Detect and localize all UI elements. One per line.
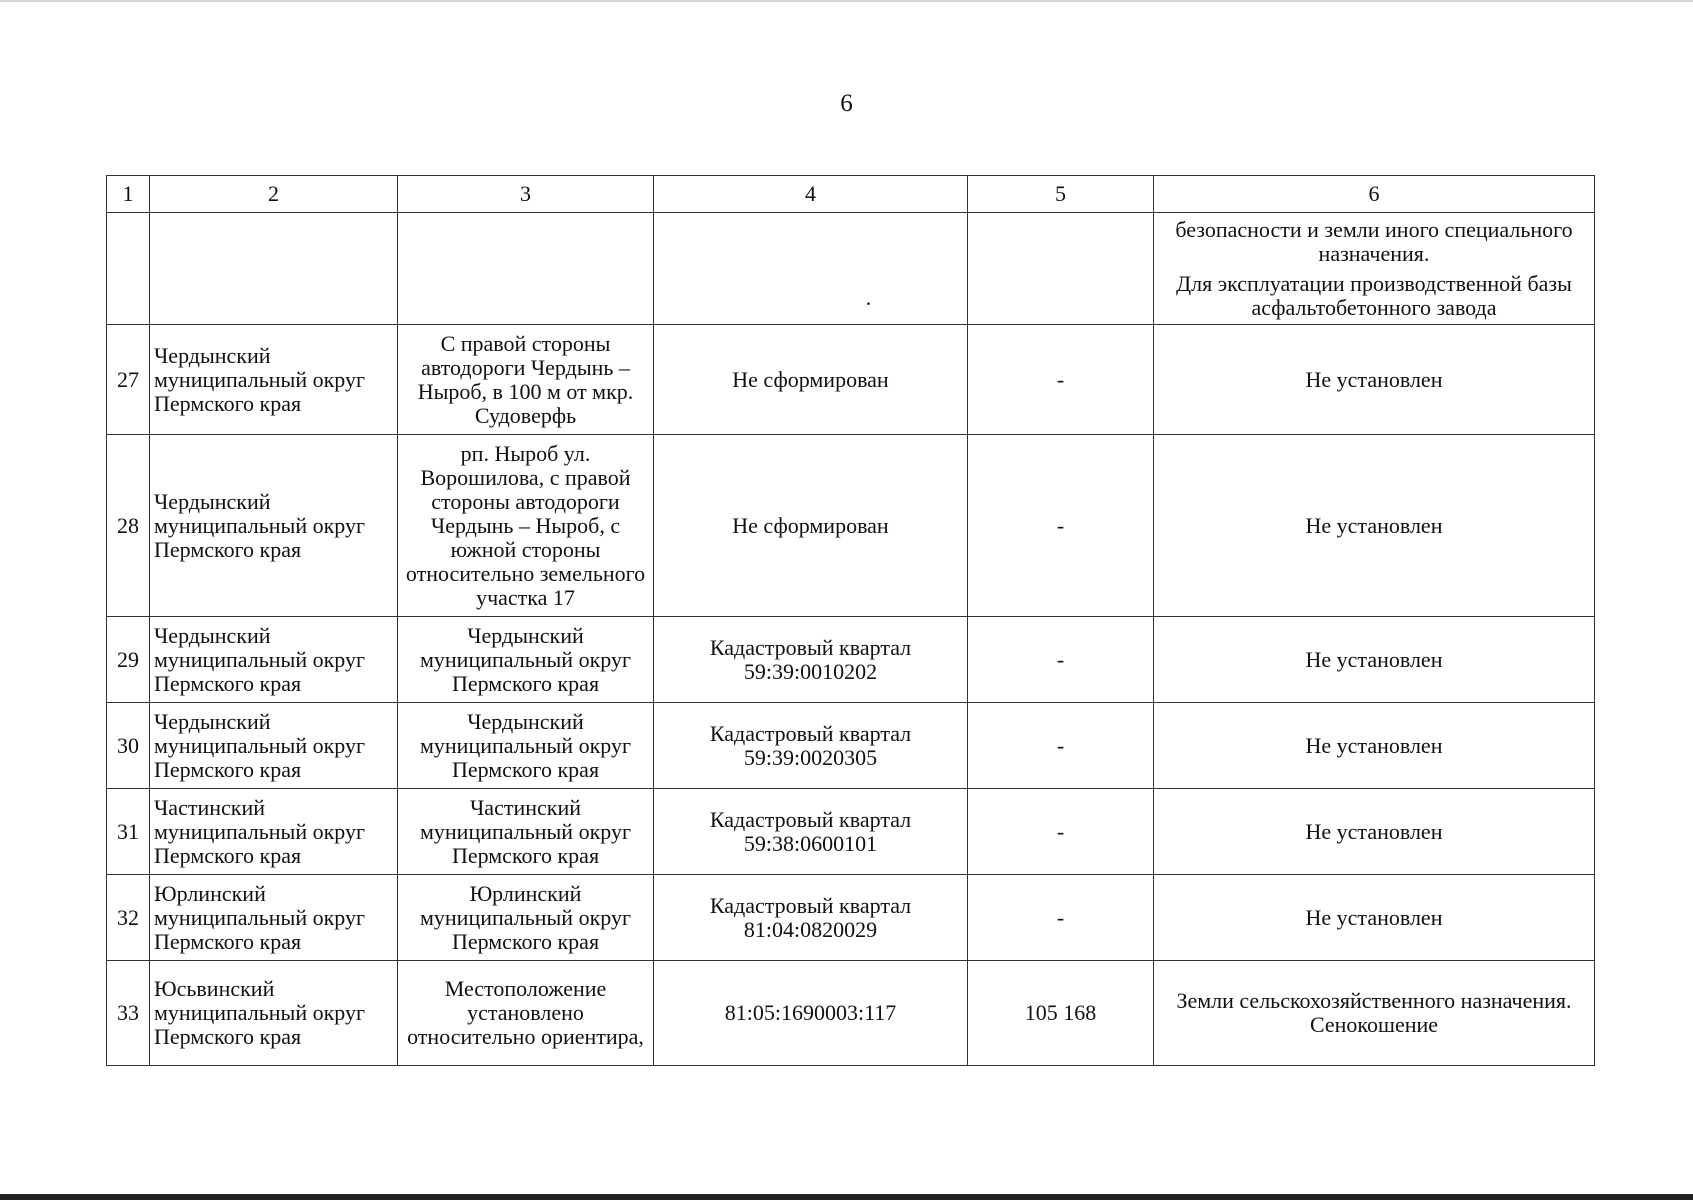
area-cell: - [968, 875, 1154, 961]
category-cell: Не установлен [1154, 617, 1595, 703]
location-cell: Местоположение установлено относительно ориентира, [398, 961, 654, 1066]
row-number: 32 [107, 875, 150, 961]
empty-cell [150, 213, 398, 325]
table-row [107, 875, 1595, 961]
column-number: 5 [968, 176, 1154, 213]
district-cell: Чердынский муниципальный округ Пермского края [150, 703, 398, 789]
scan-edge [0, 1194, 1693, 1200]
column-number: 4 [654, 176, 968, 213]
district-cell: Юсьвинский муниципальный округ Пермского края [150, 961, 398, 1066]
table-row [107, 617, 1595, 703]
district-cell: Чердынский муниципальный округ Пермского края [150, 435, 398, 617]
row-number: 30 [107, 703, 150, 789]
land-plots-table [106, 175, 1595, 1066]
location-cell: С правой стороны автодороги Чердынь – Ныроб, в 100 м от мкр. Судоверфь [398, 325, 654, 435]
continuation-line: безопасности и земли иного специального назначения. [1175, 216, 1573, 266]
location-cell: Частинский муниципальный округ Пермского края [398, 789, 654, 875]
column-number-row [107, 176, 1595, 213]
category-cell: Не установлен [1154, 325, 1595, 435]
district-cell: Юрлинский муниципальный округ Пермского края [150, 875, 398, 961]
location-cell: рп. Ныроб ул. Ворошилова, с правой стороны автодороги Чердынь – Ныроб, с южной стороны относительно земельного участка 17 [398, 435, 654, 617]
column-number: 2 [150, 176, 398, 213]
column-number: 6 [1154, 176, 1595, 213]
district-cell: Частинский муниципальный округ Пермского края [150, 789, 398, 875]
table-row [107, 325, 1595, 435]
cadastral-cell: Кадастровый квартал 59:39:0020305 [654, 703, 968, 789]
table-row [107, 789, 1595, 875]
table-row [107, 435, 1595, 617]
area-cell: - [968, 703, 1154, 789]
empty-cell [398, 213, 654, 325]
category-cell: Не установлен [1154, 789, 1595, 875]
category-cell: Не установлен [1154, 703, 1595, 789]
empty-cell [107, 213, 150, 325]
area-cell: - [968, 789, 1154, 875]
area-cell: - [968, 325, 1154, 435]
location-cell: Юрлинский муниципальный округ Пермского края [398, 875, 654, 961]
row-number: 29 [107, 617, 150, 703]
category-cell: Не установлен [1154, 875, 1595, 961]
cadastral-cell: Кадастровый квартал 59:38:0600101 [654, 789, 968, 875]
cadastral-cell: 81:05:1690003:117 [654, 961, 968, 1066]
row-number: 33 [107, 961, 150, 1066]
continuation-row [107, 213, 1595, 325]
cadastral-cell: Кадастровый квартал 59:39:0010202 [654, 617, 968, 703]
continuation-line: Для эксплуатации производственной базы асфальтобетонного завода [1176, 270, 1572, 320]
page-number: 6 [840, 90, 853, 117]
stray-mark: . [654, 213, 968, 325]
row-number: 28 [107, 435, 150, 617]
row-number: 31 [107, 789, 150, 875]
column-number: 1 [107, 176, 150, 213]
area-cell: - [968, 435, 1154, 617]
scan-edge [0, 0, 1693, 2]
area-cell: 105 168 [968, 961, 1154, 1066]
cadastral-cell: Не сформирован [654, 325, 968, 435]
row-number: 27 [107, 325, 150, 435]
district-cell: Чердынский муниципальный округ Пермского края [150, 325, 398, 435]
location-cell: Чердынский муниципальный округ Пермского края [398, 617, 654, 703]
cadastral-cell: Не сформирован [654, 435, 968, 617]
cadastral-cell: Кадастровый квартал 81:04:0820029 [654, 875, 968, 961]
empty-cell [968, 213, 1154, 325]
location-cell: Чердынский муниципальный округ Пермского края [398, 703, 654, 789]
area-cell: - [968, 617, 1154, 703]
table-row [107, 961, 1595, 1066]
category-cell: Земли сельскохозяйственного назначения. Сенокошение [1154, 961, 1595, 1066]
table-row [107, 703, 1595, 789]
continuation-text [1154, 213, 1595, 325]
column-number: 3 [398, 176, 654, 213]
category-cell: Не установлен [1154, 435, 1595, 617]
district-cell: Чердынский муниципальный округ Пермского края [150, 617, 398, 703]
